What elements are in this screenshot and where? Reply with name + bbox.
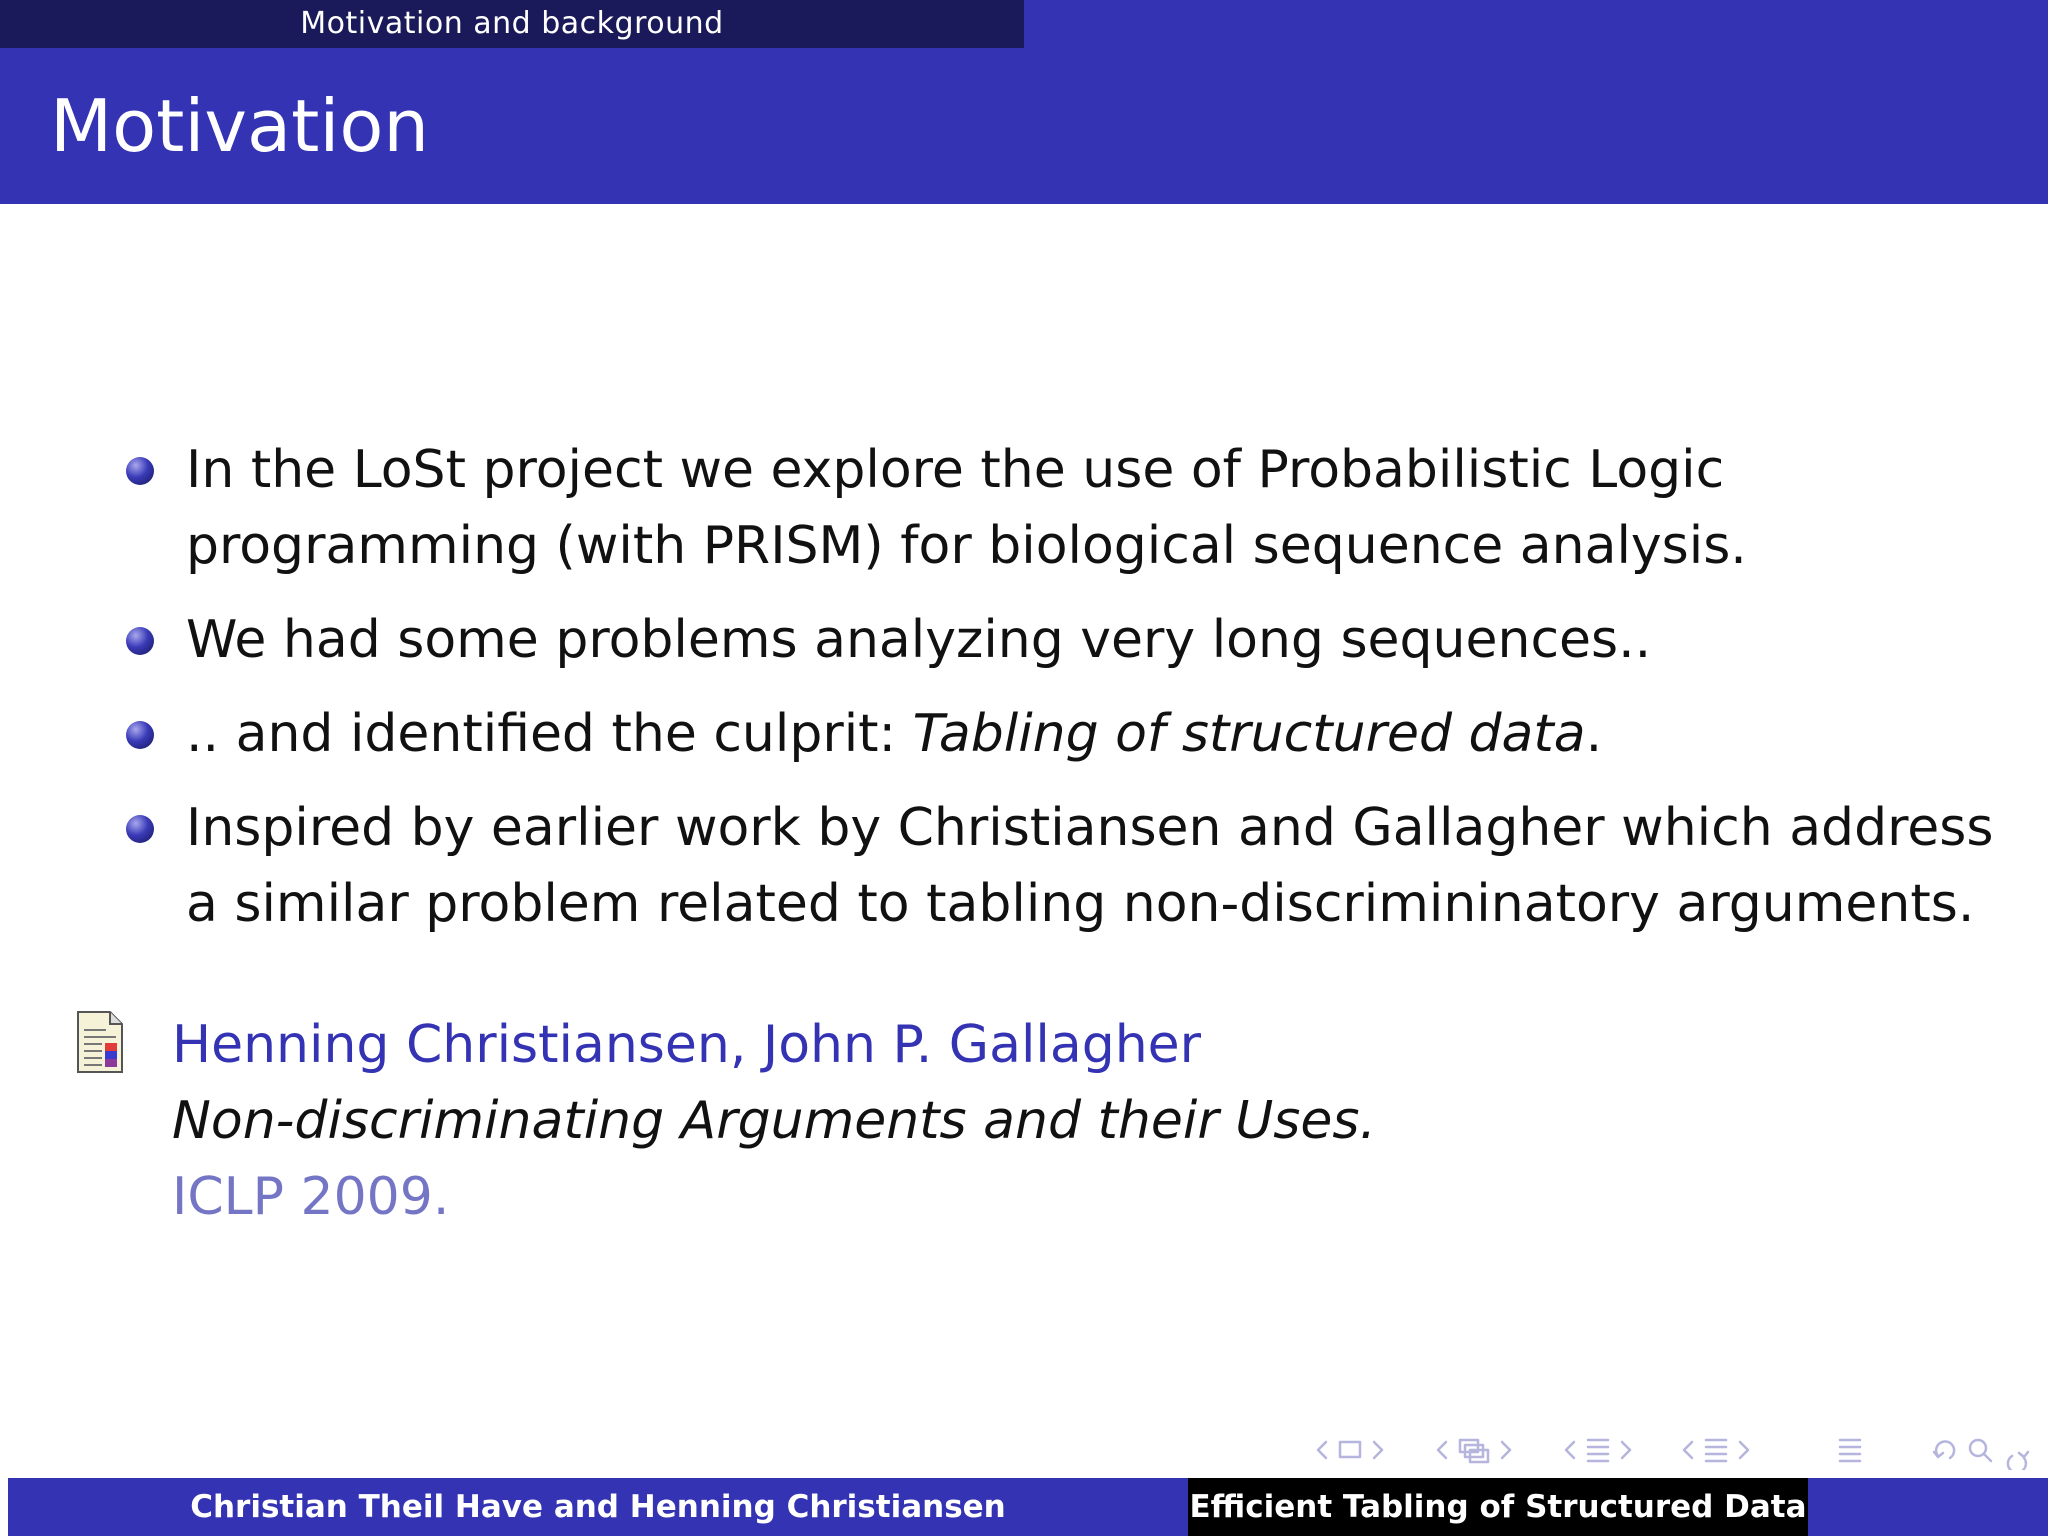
bullet-text: In the LoSt project we explore the use of Probabilistic Logic programming (with PRISM) for biological sequence analysis. (186, 440, 1747, 576)
bullet-item (126, 790, 2006, 942)
bullet-text: .. and identified the culprit: (186, 704, 913, 764)
bullet-icon (126, 721, 154, 749)
footer-talk-title[interactable]: Efficient Tabling of Structured Data (1188, 1478, 1808, 1536)
search-icon[interactable] (1934, 1440, 2028, 1470)
reference-title: Non-discriminating Arguments and their Uses. (172, 1091, 1376, 1151)
bullet-list (126, 432, 2006, 960)
frame-nav-icon[interactable] (1318, 1442, 1382, 1458)
navigation-symbols (1310, 1430, 2040, 1470)
bullet-icon (126, 627, 154, 655)
document-nav-icon[interactable] (1684, 1440, 1748, 1461)
section-link-motivation-and-background[interactable]: Motivation and background (0, 0, 1024, 48)
section-nav-icon[interactable] (1566, 1440, 1630, 1461)
bullet-text: We had some problems analyzing very long sequences.. (186, 610, 1652, 670)
section-navigation-bar (0, 0, 2048, 48)
bullet-text: Inspired by earlier work by Christiansen and Gallagher which address a similar problem related to tabling non-discrimininatory arguments. (186, 798, 1994, 934)
footer-page-area (1808, 1478, 2048, 1536)
document-icon (76, 1010, 124, 1074)
frame-title-bar (0, 48, 2048, 204)
reference-authors: Henning Christiansen, John P. Gallagher (172, 1015, 1202, 1075)
frame-title: Motivation (50, 84, 430, 168)
bullet-item (126, 602, 2006, 678)
footer-authors[interactable]: Christian Theil Have and Henning Christiansen (8, 1478, 1188, 1536)
bullet-item (126, 432, 2006, 584)
bibliography-entry (172, 1007, 1376, 1235)
bullet-emphasis: Tabling of structured data (912, 704, 1586, 764)
bullet-icon (126, 815, 154, 843)
bullet-icon (126, 457, 154, 485)
subsection-nav-icon[interactable] (1438, 1440, 1510, 1462)
reference-venue: ICLP 2009. (172, 1167, 450, 1227)
bullet-text-end: . (1585, 704, 1603, 764)
bullet-item (126, 696, 2006, 772)
footer-bar (8, 1478, 1808, 1536)
outline-icon[interactable] (1840, 1440, 1860, 1461)
